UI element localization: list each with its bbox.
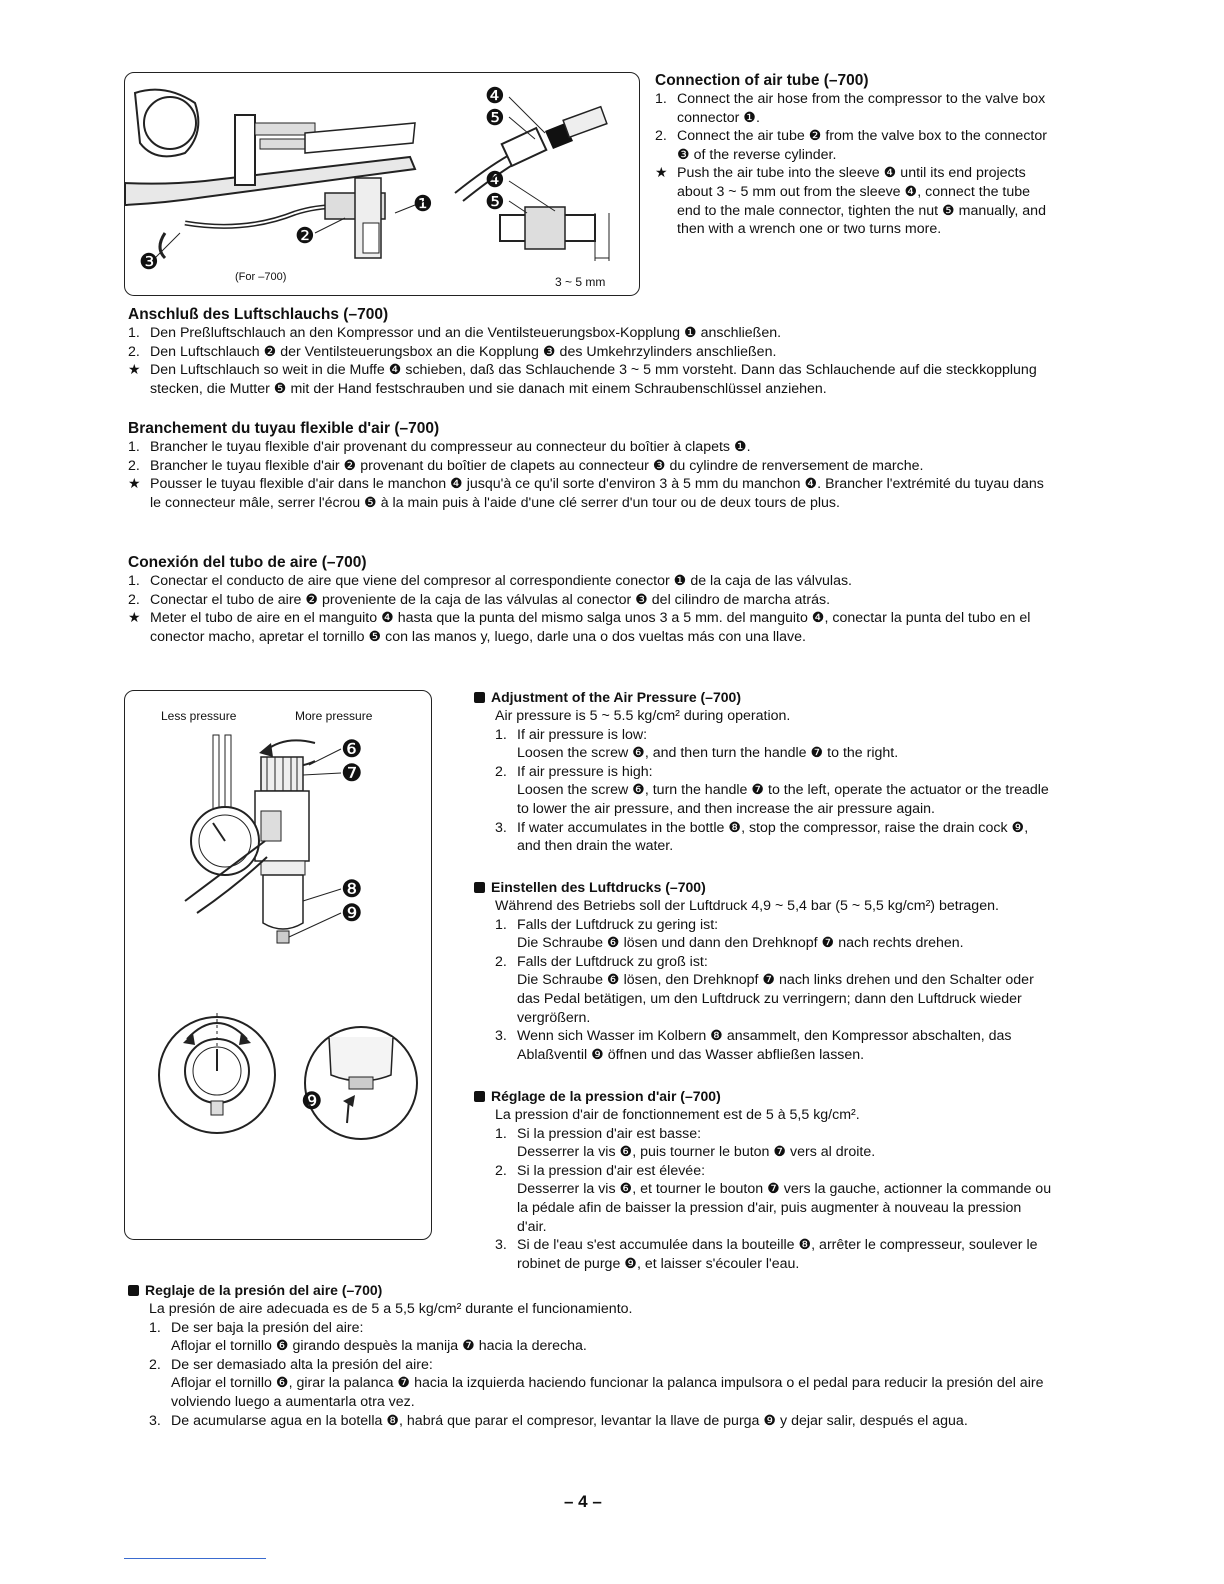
callout-1: ❶ xyxy=(413,191,433,216)
callout-7: ❼ xyxy=(341,760,363,787)
lead-text: Während des Betriebs soll der Luftdruck 4,9 ~ 5,4 bar (5 ~ 5,5 kg/cm²) betragen. xyxy=(495,898,999,914)
callout-2: ❷ xyxy=(295,223,315,248)
list-item: 3. Wenn sich Wasser im Kolbern ❽ ansammelt, den Kompressor abschalten, das Ablaßventil ❾ öffnen und das Wasser abfließen lassen. xyxy=(495,1028,1012,1063)
section-title: Einstellen des Luftdrucks (–700) xyxy=(474,878,1054,897)
callout-5-detail: ❺ xyxy=(485,189,505,214)
section-title: Conexión del tubo de aire (–700) xyxy=(128,554,367,571)
instruction-list xyxy=(495,726,1054,856)
page-number: – 4 – xyxy=(564,1492,602,1511)
callout-8: ❽ xyxy=(341,876,363,903)
section-bullet-icon xyxy=(128,1285,139,1296)
list-item: 1. Si la pression d'air est basse: Desserrer la vis ❻, puis tourner le buton ❼ vers al droite. xyxy=(495,1125,876,1161)
section-title: Branchement du tuyau flexible d'air (–700) xyxy=(128,420,440,437)
section-fr-connection xyxy=(128,419,1050,512)
instruction-list xyxy=(495,916,1054,1065)
section-title: Connection of air tube (–700) xyxy=(655,72,869,89)
list-item: 2. Connect the air tube ❷ from the valve box to the connector ❸ of the reverse cylinder. xyxy=(655,128,1047,163)
list-item: 2. Si la pression d'air est élevée: Desserrer la vis ❻, et tourner le bouton ❼ vers la gauche, actionner la commande ou la pédale afin de baisser la pression d'air, puis augmenter à nouveau la pression d'air. xyxy=(495,1162,1052,1235)
lead-text: La pression d'air de fonctionnement est de 5 à 5,5 kg/cm². xyxy=(495,1107,860,1123)
section-de-adjustment xyxy=(474,878,1054,1064)
list-item: 2. Conectar el tubo de aire ❷ proveniente de la caja de las válvulas al conector ❸ del cilindro de marcha atrás. xyxy=(128,591,831,608)
instruction-list xyxy=(495,1125,1054,1274)
instruction-list xyxy=(128,438,1050,512)
figure-caption-model: (For –700) xyxy=(235,271,287,283)
instruction-list xyxy=(149,1319,1050,1431)
more-pressure-label: More pressure xyxy=(295,709,373,723)
list-item: 1. Falls der Luftdruck zu gering ist: Die Schraube ❻ lösen und dann den Drehknopf ❼ nach rechts drehen. xyxy=(495,916,964,952)
section-title: Adjustment of the Air Pressure (–700) xyxy=(474,688,1054,707)
section-de-connection xyxy=(128,305,1050,398)
section-bullet-icon xyxy=(474,882,485,893)
instruction-list xyxy=(128,324,1050,398)
lead-text: La presión de aire adecuada es de 5 a 5,5 kg/cm² durante el funcionamiento. xyxy=(149,1301,633,1317)
callout-5-top: ❺ xyxy=(485,105,505,130)
list-item: ★ Meter el tubo de aire en el manguito ❹ hasta que la punta del mismo salga unos 3 a 5 mm. del manguito ❹, conectar la punta del tubo en el conector macho, apretar el tornillo ❺ con las manos y, luego, darle una o dos vueltas más con una llave. xyxy=(128,610,1031,645)
list-item: 1. Brancher le tuyau flexible d'air provenant du compresseur au connecteur du boîtier à clapets ❶. xyxy=(128,439,751,455)
callout-4-detail: ❹ xyxy=(485,167,505,192)
instruction-list xyxy=(128,572,1050,646)
list-item: 2. If air pressure is high: Loosen the screw ❻, turn the handle ❼ to the left, operate the actuator or the treadle to lower the air pressure, and then increase the air pressure again. xyxy=(495,763,1049,817)
footer-rule xyxy=(124,1558,266,1559)
callout-3: ❸ xyxy=(139,249,159,274)
list-item: 3. Si de l'eau s'est accumulée dans la bouteille ❽, arrêter le compresseur, soulever le robinet de purge ❾, et laisser s'écouler l'eau. xyxy=(495,1237,1038,1272)
section-title: Reglaje de la presión del aire (–700) xyxy=(128,1281,1050,1300)
list-item: 3. If water accumulates in the bottle ❽, stop the compressor, raise the drain cock ❾, and then drain the water. xyxy=(495,819,1029,855)
section-title: Réglage de la pression d'air (–700) xyxy=(474,1087,1054,1106)
list-item: 2. Den Luftschlauch ❷ der Ventilsteuerungsbox an die Kopplung ❸ des Umkehrzylinders anschließen. xyxy=(128,343,777,360)
list-item: 2. Falls der Luftdruck zu groß ist: Die Schraube ❻ lösen, den Drehknopf ❼ nach links drehen und den Schalter oder das Pedal betätigen, um den Luftdruck zu verringern; dann den Luftdruck wieder vergrößern. xyxy=(495,953,1034,1026)
list-item: ★ Pousser le tuyau flexible d'air dans le manchon ❹ jusqu'à ce qu'il sorte d'environ 3 à 5 mm du manchon ❹. Brancher l'extrémité du tuyau dans le connecteur mâle, serrer l'écrou ❺ à la main puis à l'aide d'une clé serrer d'un tour ou de deux tours de plus. xyxy=(128,476,1044,511)
callout-9: ❾ xyxy=(341,900,363,927)
list-item: 1. Connect the air hose from the compressor to the valve box connector ❶. xyxy=(655,91,1046,126)
section-bullet-icon xyxy=(474,1091,485,1102)
regulator-illustration xyxy=(125,691,431,1239)
section-es-connection xyxy=(128,553,1050,646)
list-item: 1. If air pressure is low: Loosen the screw ❻, and then turn the handle ❼ to the right. xyxy=(495,726,899,762)
section-es-adjustment xyxy=(128,1281,1050,1430)
list-item: 2. Brancher le tuyau flexible d'air ❷ provenant du boîtier de clapets au connecteur ❸ du cylindre de renversement de marche. xyxy=(128,457,924,474)
list-item: 1. De ser baja la presión del aire: Aflojar el tornillo ❻ girando despuès la manija ❼ hacia la derecha. xyxy=(149,1319,587,1355)
figure-air-tube-connection xyxy=(124,72,640,296)
figure-air-pressure-regulator xyxy=(124,690,432,1240)
callout-4-top: ❹ xyxy=(485,83,505,108)
instruction-list xyxy=(655,90,1050,239)
section-fr-adjustment xyxy=(474,1087,1054,1273)
section-en-connection xyxy=(655,71,1050,239)
lead-text: Air pressure is 5 ~ 5.5 kg/cm² during operation. xyxy=(495,708,791,724)
less-pressure-label: Less pressure xyxy=(161,709,237,723)
list-item: ★ Push the air tube into the sleeve ❹ until its end projects about 3 ~ 5 mm out from the sleeve ❹, connect the tube end to the male connector, tighten the nut ❺ manually, and then with a wrench one or two turns more. xyxy=(655,165,1046,238)
callout-6: ❻ xyxy=(341,736,363,763)
section-bullet-icon xyxy=(474,692,485,703)
list-item: ★ Den Luftschlauch so weit in die Muffe ❹ schieben, daß das Schlauchende 3 ~ 5 mm vorsteht. Dann das Schlauchende auf die steckkopplung stecken, die Mutter ❺ mit der Hand festschrauben und sie danach mit einem Schraubenschlüssel anziehen. xyxy=(128,362,1037,397)
section-en-adjustment xyxy=(474,688,1054,856)
list-item: 3. De acumularse agua en la botella ❽, habrá que parar el compresor, levantar la llave de purga ❾ y dejar salir, después el agua. xyxy=(149,1412,968,1429)
list-item: 2. De ser demasiado alta la presión del aire: Aflojar el tornillo ❻, girar la palanca ❼ hacia la izquierda haciendo funcionar la palanca impulsora o el pedal para reducir la presión del aire volviendo luego a aumentarla otra vez. xyxy=(149,1356,1044,1410)
list-item: 1. Den Preßluftschlauch an den Kompressor und an die Ventilsteuerungsbox-Kopplung ❶ anschließen. xyxy=(128,325,782,341)
figure-caption-dimension: 3 ~ 5 mm xyxy=(555,275,606,289)
callout-9-detail: ❾ xyxy=(301,1088,323,1115)
list-item: 1. Conectar el conducto de aire que viene del compresor al correspondiente conector ❶ de la caja de las válvulas. xyxy=(128,573,853,589)
section-title: Anschluß des Luftschlauchs (–700) xyxy=(128,306,389,323)
air-tube-connection-illustration xyxy=(125,73,639,295)
